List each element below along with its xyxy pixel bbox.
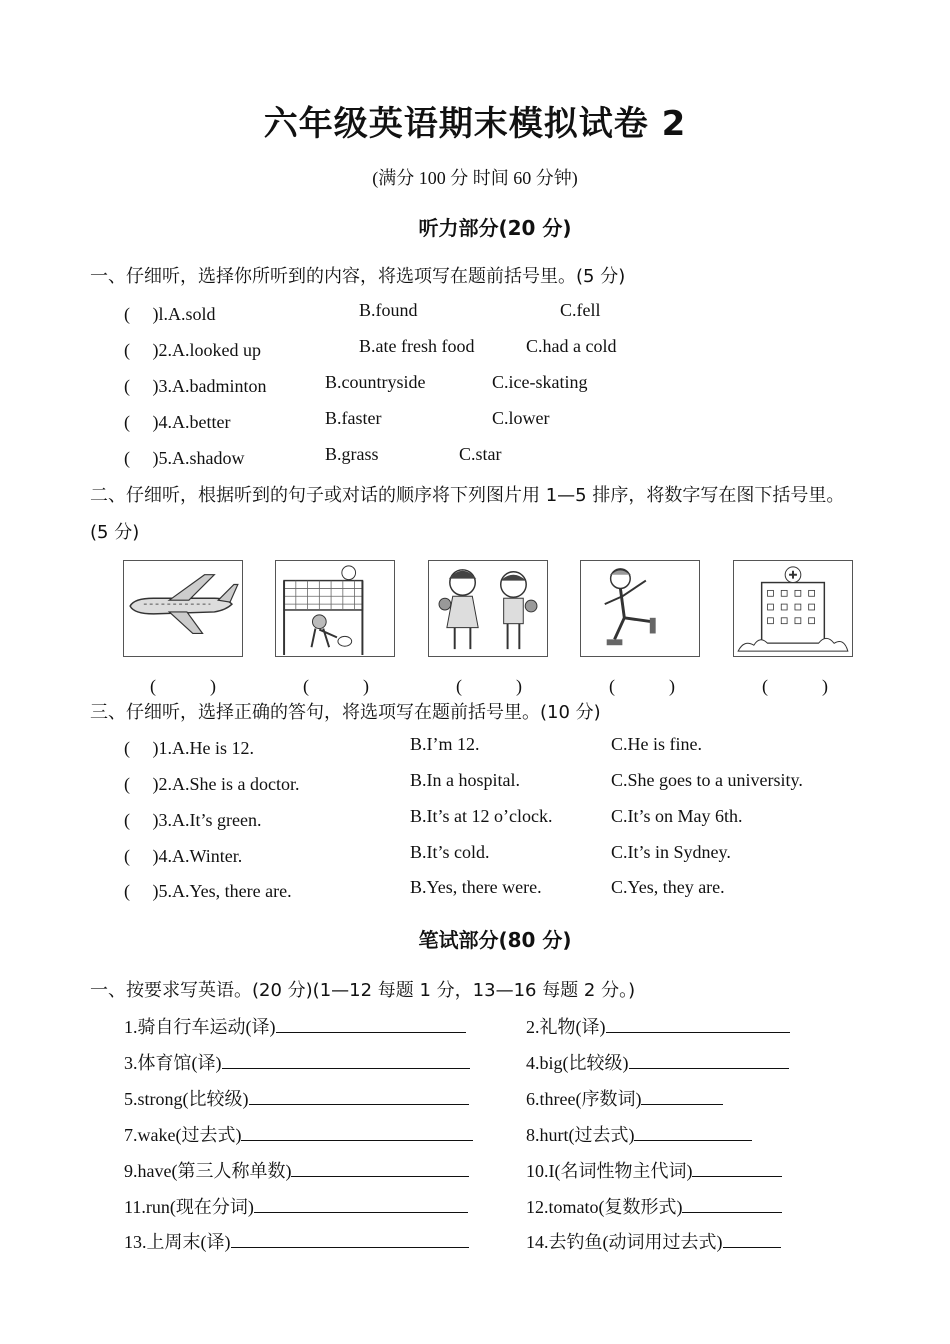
badminton-picture (275, 560, 395, 657)
exam-title: 六年级英语期末模拟试卷 2 (263, 104, 687, 144)
writing-item-label: 1.骑自行车运动(译) (124, 1017, 276, 1037)
answer-line[interactable] (641, 1086, 723, 1105)
option-b: B.It’s cold. (410, 842, 490, 862)
writing-item (526, 1228, 781, 1254)
answer-line[interactable] (276, 1014, 466, 1033)
writing-item-label: 8.hurt(过去式) (526, 1125, 635, 1145)
writing-item-label: 11.run(现在分词) (124, 1197, 254, 1217)
writing-item-label: 7.wake(过去式) (124, 1125, 242, 1145)
option-c: C.lower (492, 408, 550, 428)
answer-line[interactable] (634, 1122, 752, 1141)
option-c: C.Yes, they are. (611, 877, 725, 897)
writing-item (124, 1157, 469, 1183)
picture-5-answer-paren[interactable]: ( ) (762, 676, 828, 696)
writing-item-label: 14.去钓鱼(动词用过去式) (526, 1232, 723, 1252)
picture-1-answer-paren[interactable]: ( ) (150, 676, 216, 696)
option-b: B.found (359, 300, 418, 320)
writing-item (124, 1085, 469, 1111)
option-c: C.fell (560, 300, 601, 320)
writing-item (526, 1121, 752, 1147)
listening-section-1-head: 一、仔细听，选择你所听到的内容，将选项写在题前括号里。(5 分) (90, 266, 626, 287)
writing-item-label: 5.strong(比较级) (124, 1089, 249, 1109)
question-text: ( )4.A.better (124, 412, 231, 432)
writing-item-label: 3.体育馆(译) (124, 1053, 222, 1073)
listening-part-title: 听力部分(20 分) (418, 216, 572, 240)
option-c: C.star (459, 444, 502, 464)
writing-item (124, 1013, 466, 1039)
airplane-picture (123, 560, 243, 657)
answer-line[interactable] (629, 1050, 789, 1069)
listening-section-2-head-cont: (5 分) (90, 522, 140, 543)
option-b: B.In a hospital. (410, 770, 520, 790)
writing-section-1-head: 一、按要求写英语。(20 分)(1—12 每题 1 分，13—16 每题 2 分。) (90, 980, 636, 1001)
answer-line[interactable] (254, 1194, 468, 1213)
question-text: ( )3.A.badminton (124, 376, 267, 396)
writing-item (124, 1228, 469, 1254)
option-b: B.Yes, there were. (410, 877, 542, 897)
answer-line[interactable] (692, 1158, 782, 1177)
question-text: ( )2.A.She is a doctor. (124, 774, 300, 794)
writing-item (526, 1193, 782, 1219)
option-b: B.It’s at 12 o’clock. (410, 806, 553, 826)
option-b: B.countryside (325, 372, 426, 392)
writing-item-label: 9.have(第三人称单数) (124, 1161, 292, 1181)
writing-item-label: 6.three(序数词) (526, 1089, 642, 1109)
option-c: C.It’s in Sydney. (611, 842, 731, 862)
option-c: C.had a cold (526, 336, 617, 356)
answer-line[interactable] (241, 1122, 473, 1141)
question-text: ( )3.A.It’s green. (124, 810, 262, 830)
writing-item-label: 2.礼物(译) (526, 1017, 606, 1037)
writing-item (124, 1121, 473, 1147)
option-b: B.ate fresh food (359, 336, 475, 356)
writing-item (526, 1013, 790, 1039)
writing-item (526, 1157, 782, 1183)
answer-line[interactable] (291, 1158, 469, 1177)
option-c: C.He is fine. (611, 734, 702, 754)
listening-section-2-head: 二、仔细听，根据听到的句子或对话的顺序将下列图片用 1—5 排序，将数字写在图下括号里。 (90, 485, 845, 506)
writing-part-title: 笔试部分(80 分) (418, 928, 572, 952)
question-text: ( )1.A.He is 12. (124, 738, 254, 758)
picture-4-answer-paren[interactable]: ( ) (609, 676, 675, 696)
question-text: ( )4.A.Winter. (124, 846, 243, 866)
answer-line[interactable] (682, 1194, 782, 1213)
writing-item-label: 10.I(名词性物主代词) (526, 1161, 693, 1181)
option-b: B.I’m 12. (410, 734, 480, 754)
hospital-picture (733, 560, 853, 657)
apples-picture (428, 560, 548, 657)
listening-section-3-head: 三、仔细听，选择正确的答句，将选项写在题前括号里。(10 分) (90, 702, 601, 723)
answer-line[interactable] (606, 1014, 790, 1033)
option-b: B.faster (325, 408, 382, 428)
writing-item-label: 12.tomato(复数形式) (526, 1197, 683, 1217)
writing-item (124, 1193, 468, 1219)
question-text: ( )5.A.Yes, there are. (124, 881, 292, 901)
writing-item-label: 13.上周末(译) (124, 1232, 231, 1252)
question-text: ( )5.A.shadow (124, 448, 245, 468)
writing-item (124, 1049, 470, 1075)
answer-line[interactable] (222, 1050, 470, 1069)
option-c: C.ice-skating (492, 372, 588, 392)
question-text: ( )l.A.sold (124, 304, 216, 324)
skating-picture (580, 560, 700, 657)
answer-line[interactable] (723, 1229, 781, 1248)
picture-3-answer-paren[interactable]: ( ) (456, 676, 522, 696)
answer-line[interactable] (249, 1086, 469, 1105)
option-b: B.grass (325, 444, 379, 464)
writing-item (526, 1085, 723, 1111)
writing-item (526, 1049, 789, 1075)
picture-2-answer-paren[interactable]: ( ) (303, 676, 369, 696)
answer-line[interactable] (231, 1229, 469, 1248)
option-c: C.It’s on May 6th. (611, 806, 743, 826)
option-c: C.She goes to a university. (611, 770, 803, 790)
question-text: ( )2.A.looked up (124, 340, 261, 360)
exam-subtitle: (满分 100 分 时间 60 分钟) (372, 168, 578, 188)
writing-item-label: 4.big(比较级) (526, 1053, 629, 1073)
